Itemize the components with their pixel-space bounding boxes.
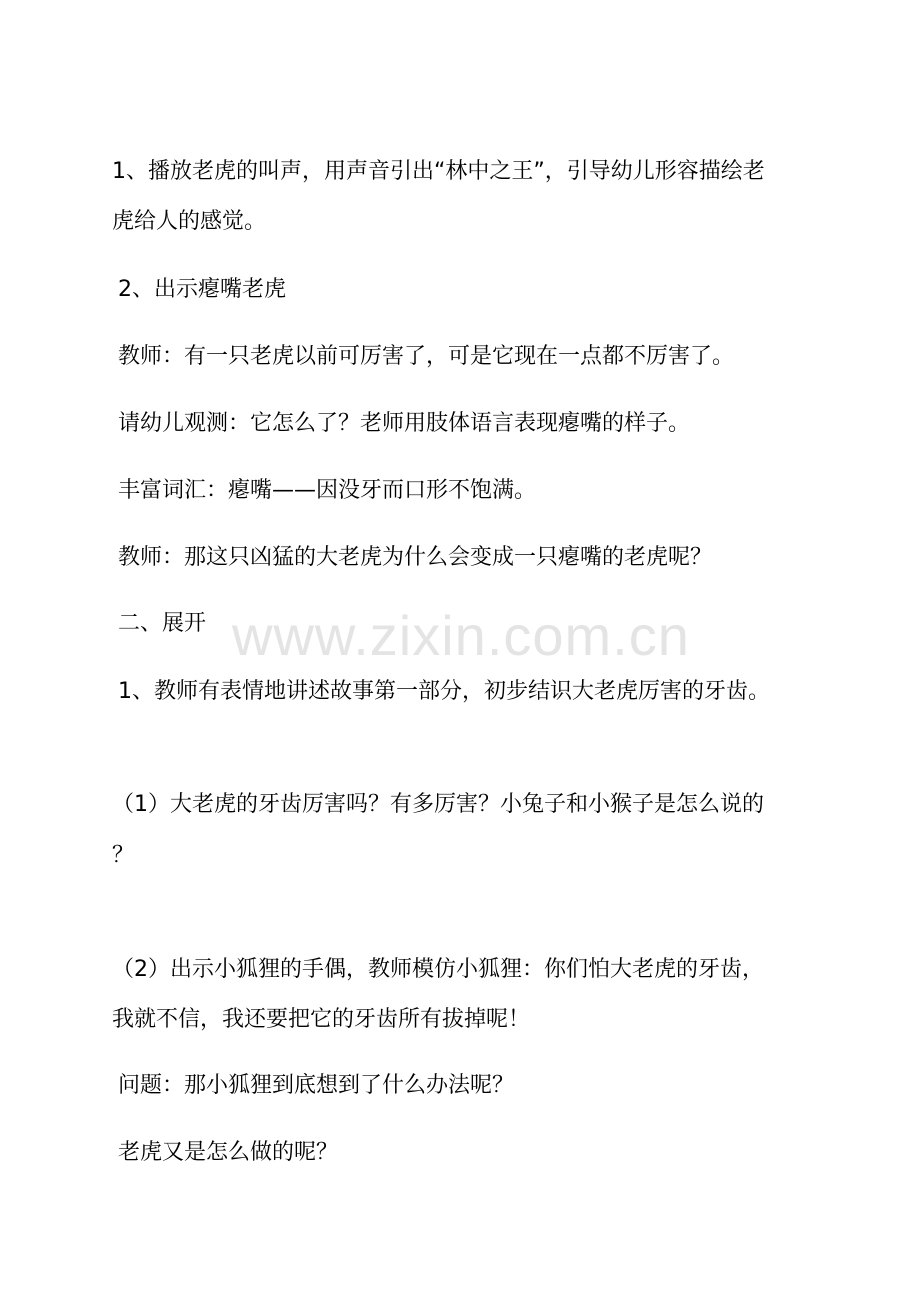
paragraph-6: 教师：那这只凶猛的大老虎为什么会变成一只瘪嘴的老虎呢？ [118, 545, 713, 570]
paragraph-10-line-2: 我就不信，我还要把它的牙齿所有拔掉呢！ [112, 1007, 531, 1032]
paragraph-4: 请幼儿观测：它怎么了？老师用肢体语言表现瘪嘴的样子。 [118, 411, 691, 436]
paragraph-9-line-1: （1）大老虎的牙齿厉害吗？有多厉害？小兔子和小猴子是怎么说的 [112, 792, 764, 817]
paragraph-11: 问题：那小狐狸到底想到了什么办法呢？ [118, 1073, 515, 1098]
paragraph-2: 2、出示瘪嘴老虎 [118, 277, 286, 302]
section-heading-expand: 二、展开 [118, 611, 207, 636]
paragraph-10-line-1: （2）出示小狐狸的手偶，教师模仿小狐狸：你们怕大老虎的牙齿， [112, 957, 764, 982]
watermark-text: www.zixin.com.cn [232, 604, 690, 667]
paragraph-12: 老虎又是怎么做的呢？ [118, 1140, 339, 1165]
paragraph-1-line-1: 1、播放老虎的叫声，用声音引出“林中之王”，引导幼儿形容描绘老 [112, 159, 765, 184]
paragraph-9-line-2: ？ [112, 843, 135, 868]
paragraph-8: 1、教师有表情地讲述故事第一部分，初步结识大老虎厉害的牙齿。 [118, 679, 770, 704]
paragraph-5: 丰富词汇：瘪嘴——因没牙而口形不饱满。 [118, 478, 537, 503]
paragraph-1-line-2: 虎给人的感觉。 [112, 209, 267, 234]
paragraph-3: 教师：有一只老虎以前可厉害了，可是它现在一点都不厉害了。 [118, 344, 735, 369]
